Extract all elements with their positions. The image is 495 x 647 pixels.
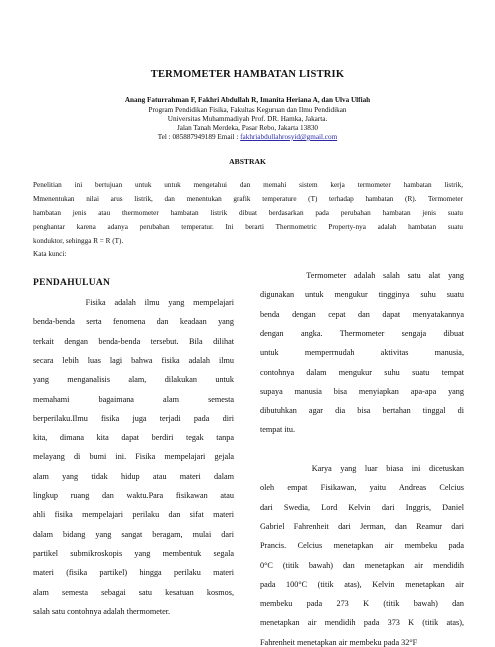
body-text-line: dengan angka. Thermometer sengaja dibuat: [260, 328, 464, 338]
contact-line: [0, 133, 495, 141]
email-link[interactable]: fakhriabdullahrosyid@gmail.com: [240, 133, 338, 141]
section-heading: PENDAHULUAN: [33, 278, 111, 288]
body-text-line: pada 100°C (titik atas), Kelvin menetapkan air: [260, 579, 464, 589]
body-text-line: dibutuhkan agar dia bisa bertahan tinggal di: [260, 406, 464, 416]
body-text-line: untuk memperrnudah aktivitas manusia,: [260, 348, 464, 358]
body-text-line: terkait dengan benda-benda tersebut. Bila dilihat: [33, 336, 234, 346]
body-text-line: supaya manusia bisa menyiapkan apa-apa yang: [260, 386, 464, 396]
paper-title: TERMOMETER HAMBATAN LISTRIK: [150, 69, 345, 80]
affiliation-line: Jalan Tanah Merdeka, Pasar Rebo, Jakarta 13830: [176, 124, 319, 132]
body-text-line: benda dengan cepat dan dapat menyatakannya: [260, 309, 464, 319]
body-text-line: membeku pada 273 K (titik bawah) dan: [260, 599, 464, 609]
body-text-line: secara lebih luas lagi bahwa fisika adalah ilmu: [33, 355, 234, 365]
body-text-line: berperilaku.Ilmu fisika juga terjadi pada diri: [33, 413, 234, 423]
body-text-line: yang menganalisis alam, dilakukan untuk: [33, 375, 234, 385]
body-text-line: melayang di bumi ini. Fisika mempelajari gejala: [33, 452, 234, 462]
body-text-line: kita, dimana kita dapat berdiri tegak tanpa: [33, 433, 234, 443]
body-text-line: contohnya dalam mengukur suhu suatu tempat: [260, 367, 464, 377]
body-text-line: Gabriel Fahrenheit dari Jerman, dan Reamur dari: [260, 521, 464, 531]
abstract-line: hambatan jenis atau thermometer hambatan listrik dibuat berdasarkan pada perubahan hambatan jenis suatu: [33, 209, 463, 217]
abstract-line: Mmenentukan nilai arus listrik, dan menentukan grafik temperature (T) terhadap hambatan (R). Termometer: [33, 195, 463, 203]
body-text-line: alam semesta sebagai satu kesatuan kosmos,: [33, 587, 234, 597]
abstract-line: penghantar karena adanya perubahan temperatur. Ini berarti Thermometric Property-nya adalah hambatan suatu: [33, 223, 463, 231]
affiliation-line: Program Pendidikan Fisika, Fakultas Keguruan dan Ilmu Pendidikan: [148, 106, 347, 114]
body-text-line: materi (fisika partikel) hingga perilaku materi: [33, 568, 234, 578]
body-text-line: dalam bidang yang sangat beragam, mulai dari: [33, 529, 234, 539]
body-text-line: Termometer adalah salah satu alat yang: [260, 271, 464, 280]
body-text-line: digunakan untuk mengukur tingginya suhu suatu: [260, 290, 464, 300]
abstract-line: Penelitian ini bertujuan untuk untuk mengetahui dan memahi sistem kerja termometer hambatan listrik,: [33, 181, 463, 189]
body-text-line: lingkup ruang dan waktu.Para fisikawan atau: [33, 491, 234, 500]
keywords-label: Kata kunci:: [33, 250, 67, 258]
body-text-line: Karya yang luar biasa ini dicetuskan: [260, 464, 464, 473]
tel-label: Tel : 085887949189 Email :: [157, 133, 241, 141]
body-text-line: ahli fisika mempelajari perilaku dan sifat materi: [33, 510, 234, 520]
abstract-line: konduktor, sehingga R = R (T).: [33, 237, 124, 245]
body-text-line: alam yang tidak hidup atau materi dalam: [33, 471, 234, 481]
body-text-line: dari Swedia, Lord Kelvin dari Inggris, Daniel: [260, 502, 464, 512]
body-text-line: salah satu contohnya adalah thermometer.: [33, 606, 171, 616]
abstract-heading: ABSTRAK: [229, 157, 266, 166]
body-text-line: menetapkan air mendidih pada 373 K (titik atas),: [260, 618, 464, 628]
body-text-line: benda-benda serta fenomena dan keadaan yang: [33, 317, 234, 327]
affiliation-line: Universitas Muhammadiyah Prof. DR. Hamka, Jakarta.: [167, 115, 328, 123]
body-text-line: Fahrenheit menetapkan air membeku pada 32°F: [260, 637, 418, 647]
body-text-line: tempat itu.: [260, 425, 296, 435]
body-text-line: 0°C (titik bawah) dan menetapkan air mendidih: [260, 560, 464, 570]
body-text-line: Prancis. Celcius menetapkan air membeku pada: [260, 541, 464, 551]
body-text-line: oleh empat Fisikawan, yaitu Andreas Celcius: [260, 483, 464, 493]
body-text-line: partikel submikroskopis yang membentuk segala: [33, 548, 234, 558]
body-text-line: Fisika adalah ilmu yang mempelajari: [33, 298, 234, 307]
body-text-line: memahami bagaimana alam semesta: [33, 394, 234, 404]
author-list: Anang Faturrahman F, Fakhri Abdullah R, Imanita Heriana A, dan Ulva Ulfiah: [124, 96, 371, 104]
